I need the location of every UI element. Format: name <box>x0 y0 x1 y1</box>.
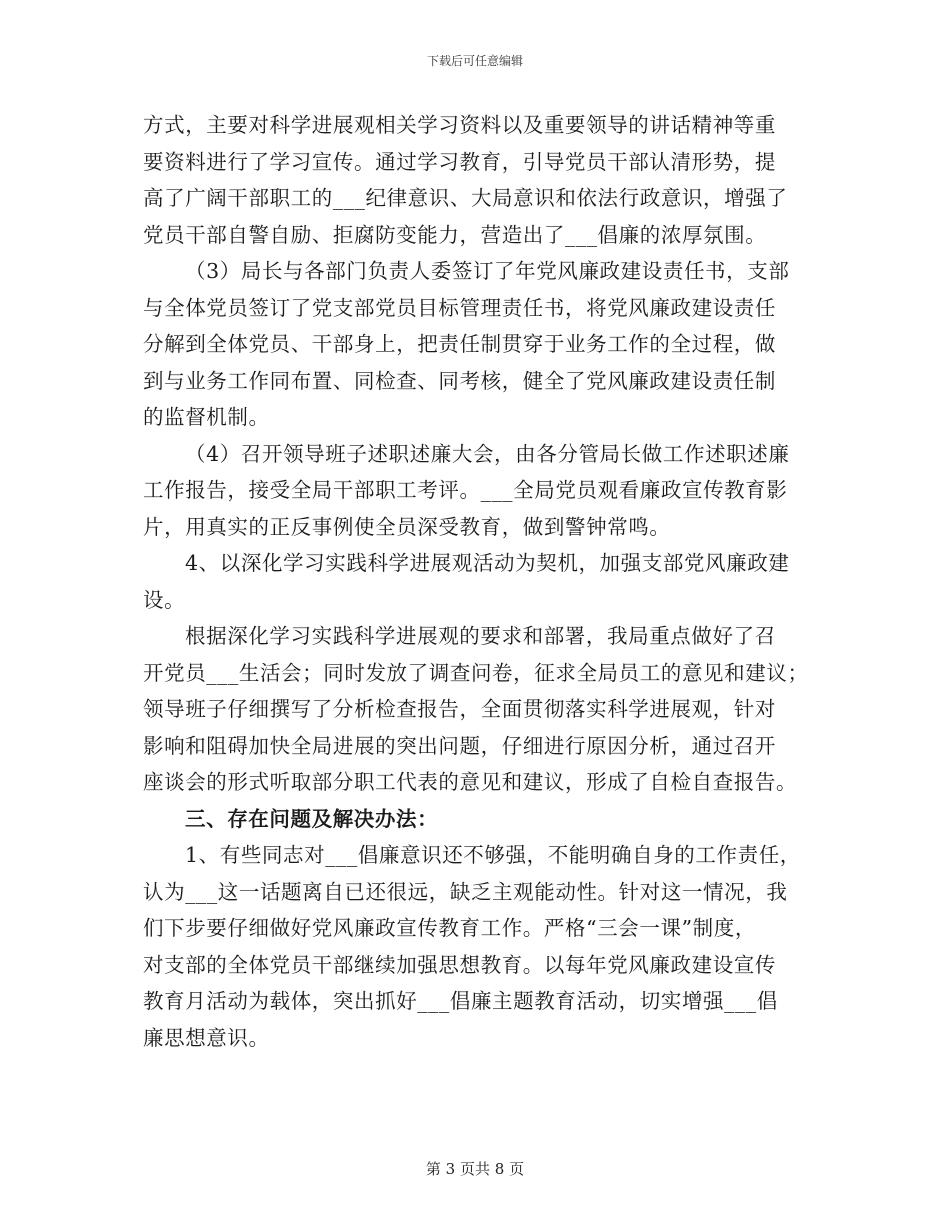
page-header-note: 下载后可任意编辑 <box>426 54 523 68</box>
paragraph-line: 片，用真实的正反事例使全员深受教育，做到警钟常鸣。 <box>143 514 671 539</box>
paragraph-line: 教育月活动为载体，突出抓好___倡廉主题教育活动，切实增强___倡 <box>143 989 778 1013</box>
paragraph-line: 要资料进行了学习宣传。通过学习教育，引导党员干部认清形势，提 <box>143 149 776 174</box>
paragraph-line: 们下步要仔细做好党风廉政宣传教育工作。严格“三会一课”制度， <box>143 916 756 940</box>
paragraph-line: （3）局长与各部门负责人委签订了年党风廉政建设责任书，支部 <box>185 259 790 283</box>
paragraph-line: 对支部的全体党员干部继续加强思想教育。以每年党风廉政建设宣传 <box>143 952 776 977</box>
paragraph-line: 根据深化学习实践科学进展观的要求和部署，我局重点做好了召 <box>185 624 776 648</box>
document-body <box>143 107 813 1056</box>
paragraph-line: 影响和阻碍加快全局进展的突出问题，仔细进行原因分析，通过召开 <box>143 733 776 758</box>
paragraph-line: 领导班子仔细撰写了分析检查报告，全面贯彻落实科学进展观，针对 <box>143 697 776 721</box>
page-number: 第 3 页共 8 页 <box>425 1160 525 1178</box>
paragraph-line: 方式，主要对科学进展观相关学习资料以及重要领导的讲话精神等重 <box>143 113 776 137</box>
paragraph-line: 的监督机制。 <box>143 405 270 429</box>
paragraph-line: 与全体党员签订了党支部党员目标管理责任书，将党风廉政建设责任 <box>143 295 776 320</box>
paragraph-line: 到与业务工作同布置、同检查、同考核，健全了党风廉政建设责任制 <box>143 368 776 393</box>
paragraph-line: 设。 <box>143 587 186 612</box>
paragraph-line: 分解到全体党员、干部身上，把责任制贯穿于业务工作的全过程，做 <box>143 332 776 356</box>
paragraph-line: 开党员___生活会；同时发放了调查问卷，征求全局员工的意见和建议； <box>143 660 809 685</box>
paragraph-line: 1、有些同志对___倡廉意识还不够强，不能明确自身的工作责任， <box>185 843 801 867</box>
paragraph-line: 高了广阔干部职工的___纪律意识、大局意识和依法行政意识，增强了 <box>143 186 788 210</box>
paragraph-line: 认为___这一话题离自已还很远，缺乏主观能动性。针对这一情况，我 <box>143 879 788 904</box>
paragraph-line: 4、以深化学习实践科学进展观活动为契机，加强支部党风廉政建 <box>185 551 790 575</box>
section-heading: 三、存在问题及解决办法： <box>185 806 439 831</box>
paragraph-line: 党员干部自警自励、拒腐防变能力，营造出了___倡廉的浓厚氛围。 <box>143 222 767 247</box>
paragraph-line: 工作报告，接受全局干部职工考评。___全局党员观看廉政宣传教育影 <box>143 478 788 502</box>
paragraph-line: 座谈会的形式听取部分职工代表的意见和建议，形成了自检自查报告。 <box>143 770 798 794</box>
paragraph-line: 廉思想意识。 <box>143 1025 270 1050</box>
paragraph-line: （4）召开领导班子述职述廉大会，由各分管局长做工作述职述廉 <box>185 441 790 466</box>
